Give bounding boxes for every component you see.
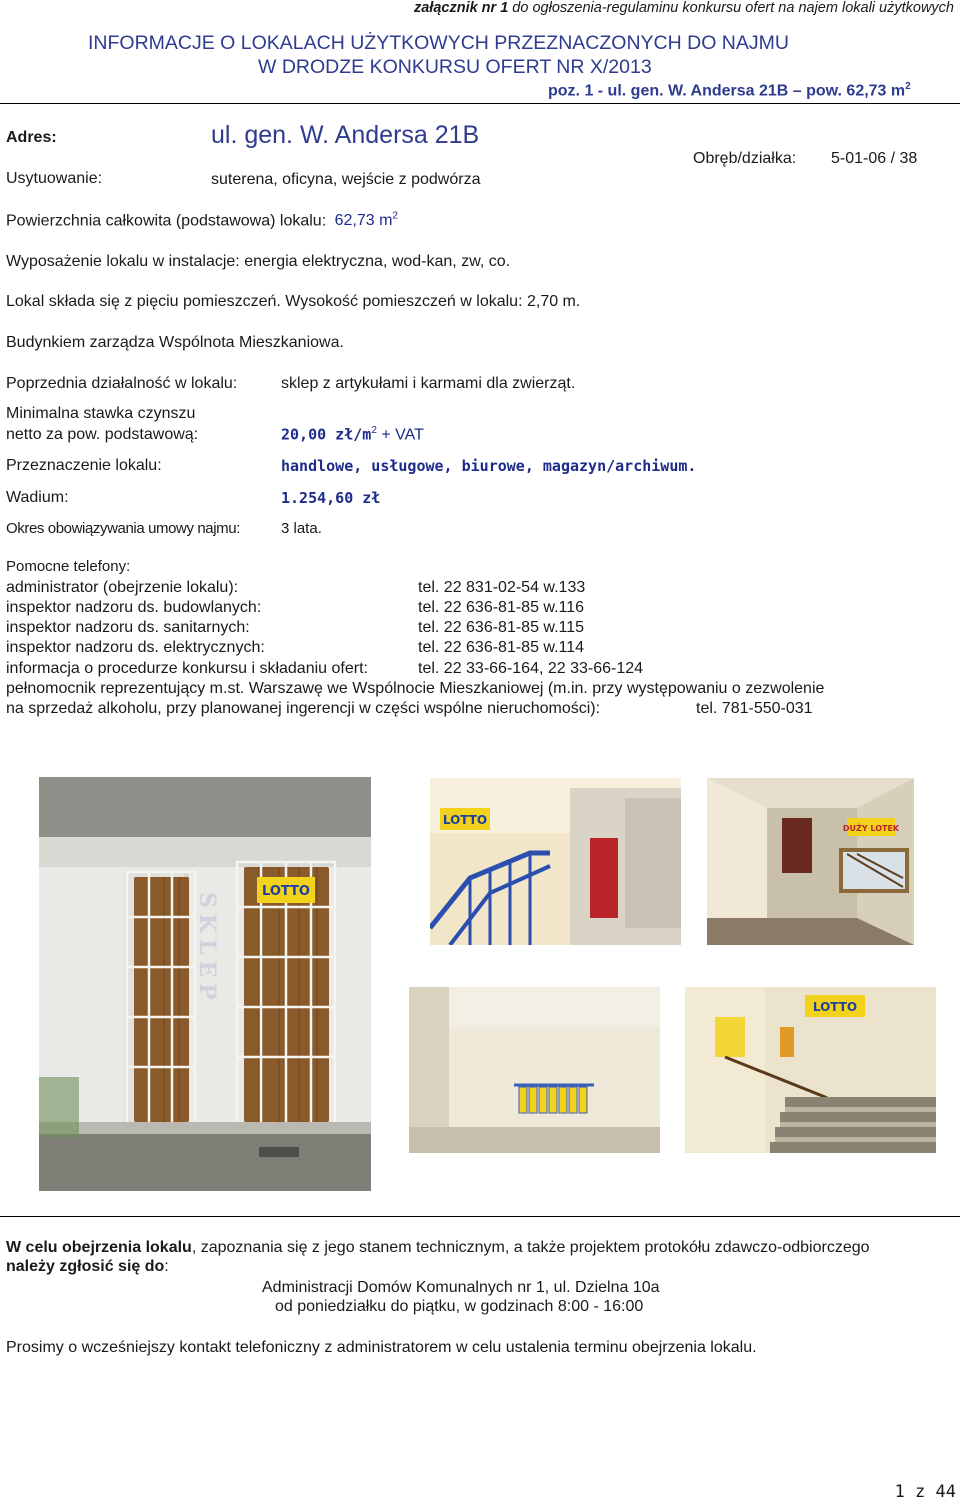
page-title-line1: INFORMACJE O LOKALACH UŻYTKOWYCH PRZEZNACZONYCH DO NAJMU: [88, 32, 789, 54]
stairwell-illustration: [430, 778, 681, 945]
photo-entrance: [39, 777, 371, 1191]
page-number: 1 z 44: [894, 1482, 956, 1502]
phone-label-0: administrator (obejrzenie lokalu):: [6, 579, 239, 596]
corridor-illustration: [707, 778, 914, 945]
phone-tel-0: tel. 22 831-02-54 w.133: [418, 579, 586, 596]
rent-value: 20,00 $zł/m^2$ + VAT: [281, 425, 424, 444]
photo-corridor: [707, 778, 914, 945]
lotto-sign-stairwell: LOTTO: [442, 813, 488, 827]
location-label: Usytuowanie:: [6, 170, 103, 187]
previous-label: Poprzednia działalność w lokalu:: [6, 375, 238, 392]
contact-request: Prosimy o wcześniejszy kontakt telefoniczny z administratorem w celu ustalenia terminu obejrzenia lokalu.: [6, 1339, 757, 1356]
photo-stairwell: [430, 778, 681, 945]
visit-bold2: należy zgłosić się do: [6, 1258, 165, 1275]
deposit-label: Wadium:: [6, 489, 69, 506]
visit-colon: :: [164, 1258, 169, 1275]
proxy-tel: tel. 781-550-031: [696, 700, 813, 717]
lotek-sign: DUŻY LOTEK: [842, 824, 900, 833]
phone-label-4: informacja o procedurze konkursu i składaniu ofert:: [6, 660, 368, 677]
term-value: 3 lata.: [281, 520, 322, 537]
phone-tel-2: tel. 22 636-81-85 w.115: [418, 619, 585, 636]
plot-label: Obręb/działka:: [693, 150, 797, 167]
rooms-text: Lokal składa się z pięciu pomieszczeń. Wysokość pomieszczeń w lokalu: 2,70 m.: [6, 293, 581, 310]
page-title-line2: W DRODZE KONKURSU OFERT NR X/2013: [258, 56, 652, 78]
management-text: Budynkiem zarządza Wspólnota Mieszkaniowa.: [6, 334, 344, 351]
attachment-prefix: załącznik nr 1: [413, 0, 509, 16]
phone-label-3: inspektor nadzoru ds. elektrycznych:: [6, 639, 265, 656]
phone-tel-4: tel. 22 33-66-164, 22 33-66-124: [418, 660, 644, 677]
lotto-sign-stairs: LOTTO: [812, 1000, 858, 1014]
phone-label-2: inspektor nadzoru ds. sanitarnych:: [6, 619, 250, 636]
attachment-rest: do ogłoszenia-regulaminu konkursu ofert na najem lokali użytkowych: [508, 0, 954, 16]
visit-rest: , zapoznania się z jego stanem technicznym, a także projektem protokółu zdawczo-odbiorczego: [191, 1239, 870, 1256]
rent-label-1: Minimalna stawka czynszu: [6, 405, 196, 422]
photo-stairs: [685, 987, 936, 1153]
proxy-line1: pełnomocnik reprezentujący m.st. Warszawę we Wspólnocie Mieszkaniowej (m.in. przy występowaniu o zezwolenie: [6, 680, 825, 697]
position-line: [548, 81, 911, 100]
purpose-value: handlowe, usługowe, biurowe, magazyn/archiwum.: [281, 457, 697, 475]
lotto-sign-door: LOTTO: [262, 884, 310, 899]
term-label: Okres obowiązywania umowy najmu:: [6, 520, 240, 537]
visit-line2: [6, 1258, 169, 1276]
phone-tel-3: tel. 22 636-81-85 w.114: [418, 639, 585, 656]
photo-room: [409, 987, 660, 1153]
footer-divider: [0, 1216, 960, 1217]
header-divider: [0, 103, 960, 104]
phone-tel-1: tel. 22 636-81-85 w.116: [418, 599, 585, 616]
area-label: Powierzchnia całkowita (podstawowa) lokalu:: [6, 212, 327, 230]
office-line1: Administracji Domów Komunalnych nr 1, ul. Dzielna 10a: [262, 1279, 660, 1296]
stairs-illustration: [685, 987, 936, 1153]
area-value: 62,73 $m^2$: [334, 211, 398, 230]
office-line2: od poniedziałku do piątku, w godzinach 8:00 - 16:00: [275, 1298, 644, 1315]
entrance-illustration: [39, 777, 371, 1191]
proxy-line2: na sprzedaż alkoholu, przy planowanej ingerencji w części wspólne nieruchomości):: [6, 700, 601, 717]
purpose-label: Przeznaczenie lokalu:: [6, 457, 162, 474]
visit-line1: [6, 1239, 870, 1257]
plot-value: 5-01-06 / 38: [831, 150, 918, 167]
visit-bold1: W celu obejrzenia lokalu: [6, 1239, 192, 1256]
address-value: ul. gen. W. Andersa 21B: [211, 121, 480, 149]
location-value: suterena, oficyna, wejście z podwórza: [211, 171, 481, 188]
room-illustration: [409, 987, 660, 1153]
rent-label-2: netto za pow. podstawową:: [6, 426, 199, 443]
attachment-note: [414, 0, 954, 16]
address-label: Adres:: [6, 129, 57, 146]
shop-sign: SKLEP: [194, 892, 220, 1006]
previous-value: sklep z artykułami i karmami dla zwierząt.: [281, 375, 576, 392]
position-sup: 2: [905, 81, 911, 92]
deposit-value: 1.254,60 zł: [281, 489, 381, 507]
position-text: poz. 1 - ul. gen. W. Andersa 21B – pow. 62,73 m: [548, 82, 906, 100]
phone-label-1: inspektor nadzoru ds. budowlanych:: [6, 599, 262, 616]
phones-heading: Pomocne telefony:: [6, 558, 131, 575]
area-row: [6, 211, 398, 230]
installations-text: Wyposażenie lokalu w instalacje: energia elektryczna, wod-kan, zw, co.: [6, 253, 511, 270]
